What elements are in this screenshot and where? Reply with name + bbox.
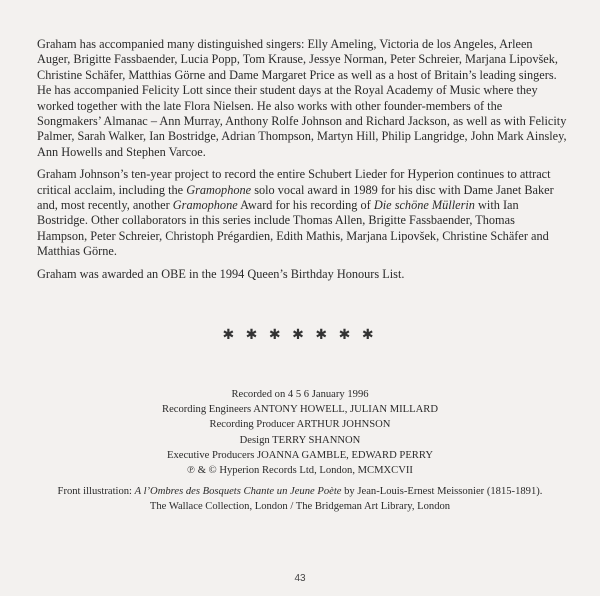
credit-copyright: ℗ & © Hyperion Records Ltd, London, MCMXCVII — [187, 465, 413, 477]
credit-design: Design TERRY SHANNON — [239, 434, 361, 446]
front-illustration-label: Front illustration: — [57, 486, 135, 498]
credit-engineers: Recording Engineers ANTONY HOWELL, JULIAN MILLARD — [162, 404, 438, 416]
credit-collection: The Wallace Collection, London / The Bridgeman Art Library, London — [149, 501, 451, 513]
asterisk-divider: ✱ ✱ ✱ ✱ ✱ ✱ ✱ — [222, 328, 378, 343]
bio-paragraph-2 — [37, 167, 567, 259]
recording-credits — [0, 387, 600, 515]
front-illustration-artist: by Jean-Louis-Ernest Meissonier (1815-1891). — [341, 486, 543, 498]
bio-p2-text-b: solo vocal award in 1989 for his disc with Dame Janet Baker and, most recently, another — [37, 182, 554, 213]
bio-paragraph-3: Graham was awarded an OBE in the 1994 Queen’s Birthday Honours List. — [37, 266, 405, 281]
front-illustration-title: A l’Ombres des Bosquets Chante un Jeune Poète — [134, 486, 342, 498]
bio-p2-italic-title: Die schöne Müllerin — [373, 198, 475, 213]
credit-front-illustration — [0, 484, 600, 499]
bio-p2-text-c: Award for his recording of — [237, 198, 374, 213]
bio-p2-italic-gramophone-2: Gramophone — [172, 198, 238, 213]
biography-text — [37, 37, 567, 289]
credit-producer: Recording Producer ARTHUR JOHNSON — [209, 419, 391, 431]
bio-p2-text-d: with Ian Bostridge. Other collaborators in this series include Thomas Allen, Brigitte Fassbaender, Thomas Hampson, Peter Schreier, Christoph Prégardien, Edith Mathis, Marjana Lipovšek, Christine Schäfer and Matthias Görne. — [37, 198, 549, 259]
page-number: 43 — [294, 573, 306, 584]
bio-p2-italic-gramophone-1: Gramophone — [186, 182, 252, 197]
bio-p2-text-a: Graham Johnson’s ten-year project to record the entire Schubert Lieder for Hyperion continues to attract critical acclaim, including the — [37, 167, 551, 197]
bio-paragraph-1: Graham has accompanied many distinguished singers: Elly Ameling, Victoria de los Angeles, Arleen Auger, Brigitte Fassbaender, Lucia Popp, Tom Krause, Jessye Norman, Peter Schreier, Marjana Lipovšek, Christine Schäfer, Matthias Görne and Dame Margaret Price as well as a host of Britain’s leading singers. He has accompanied Felicity Lott since their student days at the Royal Academy of Music where they worked together with the late Flora Nielsen. He also works with other founder-members of the Songmakers’ Almanac – Ann Murray, Anthony Rolfe Johnson and Richard Jackson, as well as with Felicity Palmer, Sarah Walker, Ian Bostridge, Adrian Thompson, Martyn Hill, Philip Langridge, John Mark Ainsley, Ann Howells and Stephen Varcoe. — [37, 37, 567, 159]
credit-recorded: Recorded on 4 5 6 January 1996 — [231, 389, 369, 400]
credit-executive: Executive Producers JOANNA GAMBLE, EDWARD PERRY — [166, 449, 433, 461]
